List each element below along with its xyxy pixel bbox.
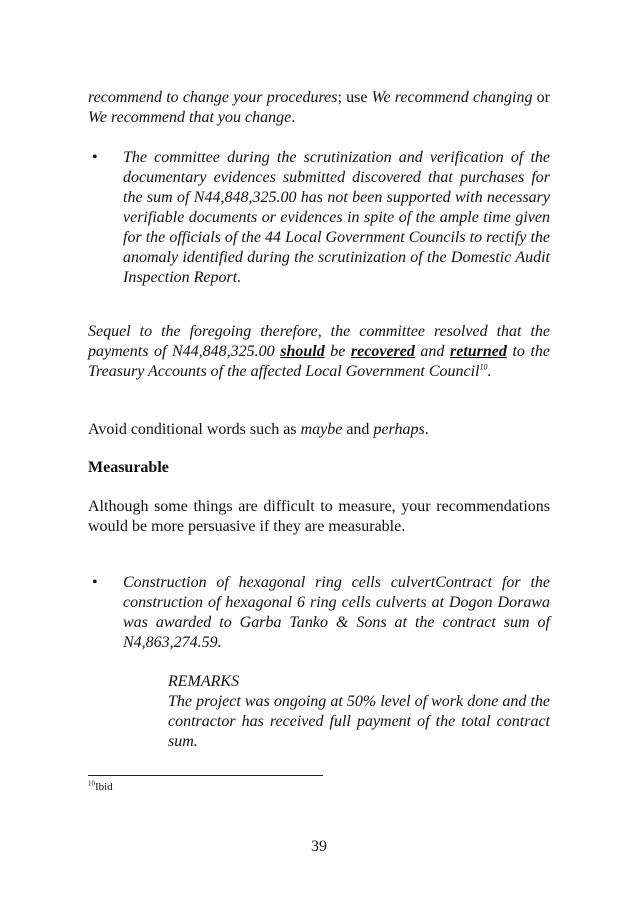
footnote-number: 10 (88, 779, 95, 788)
bullet-dot-icon: • (92, 149, 98, 166)
sequel-returned: returned (450, 343, 507, 360)
avoid-italic-2: perhaps (373, 421, 425, 438)
avoid-text-2: and (342, 421, 374, 438)
sequel-text-1: Sequel to the foregoing therefore, the committee resolved that the payments of N44,848,325.00 (88, 323, 550, 360)
sequel-text-5: . (487, 363, 492, 380)
sequel-text-3: and (414, 343, 450, 360)
sequel-paragraph (88, 322, 550, 382)
measurable-text: Although some things are difficult to measure, your recommendations would be more persuasive if they are measurable. (88, 498, 550, 535)
avoid-text-3: . (424, 421, 429, 438)
intro-text-1: ; use (337, 89, 372, 106)
sequel-text-2: be (324, 343, 351, 360)
bullet-committee-text: The committee during the scrutinization and verification of the documentary evidences submitted discovered that purchases for the sum of N44,848,325.00 has not been supported with necessary verifiable documents or evidences in spite of the ample time given for the officials of the 44 Local Government Councils to rectify the anomaly identified during the scrutinization of the Domestic Audit Inspection Report. (123, 149, 550, 286)
remarks-title: REMARKS (168, 673, 240, 690)
footnote (88, 780, 113, 794)
intro-italic-3: We recommend that you change (88, 109, 292, 126)
bullet-item-committee (88, 148, 550, 288)
measurable-heading: Measurable (88, 459, 169, 476)
section-heading (88, 458, 550, 478)
intro-italic-1: recommend to change your procedures (88, 89, 338, 106)
sequel-recovered: recovered (350, 343, 415, 360)
page-number: 39 (311, 838, 327, 855)
footnote-reference: 10 (479, 362, 488, 372)
bullet-construction-text: Construction of hexagonal ring cells culvertContract for the construction of hexagonal 6 ring cells culverts at Dogon Dorawa was awarded to Garba Tanko & Sons at the contract sum of N4,863,274.59. (123, 574, 550, 651)
sequel-should: should (280, 343, 325, 360)
avoid-italic-1: maybe (300, 421, 343, 438)
footnote-divider (88, 775, 323, 776)
bullet-item-construction (88, 573, 550, 653)
footnote-text: Ibid (95, 781, 113, 793)
avoid-text-1: Avoid conditional words such as (88, 421, 301, 438)
intro-paragraph (88, 88, 550, 128)
measurable-paragraph (88, 497, 550, 537)
intro-italic-2: We recommend changing (371, 89, 533, 106)
remarks-block (168, 672, 550, 752)
avoid-paragraph (88, 420, 550, 440)
sequel-text-4: to the Treasury Accounts of the affected Local Government Council (88, 343, 551, 380)
remarks-text: The project was ongoing at 50% level of work done and the contractor has received full payment of the total contract sum. (168, 693, 550, 750)
bullet-dot-icon: • (92, 574, 98, 591)
intro-text-2: or (532, 89, 550, 106)
intro-text-3: . (291, 109, 296, 126)
